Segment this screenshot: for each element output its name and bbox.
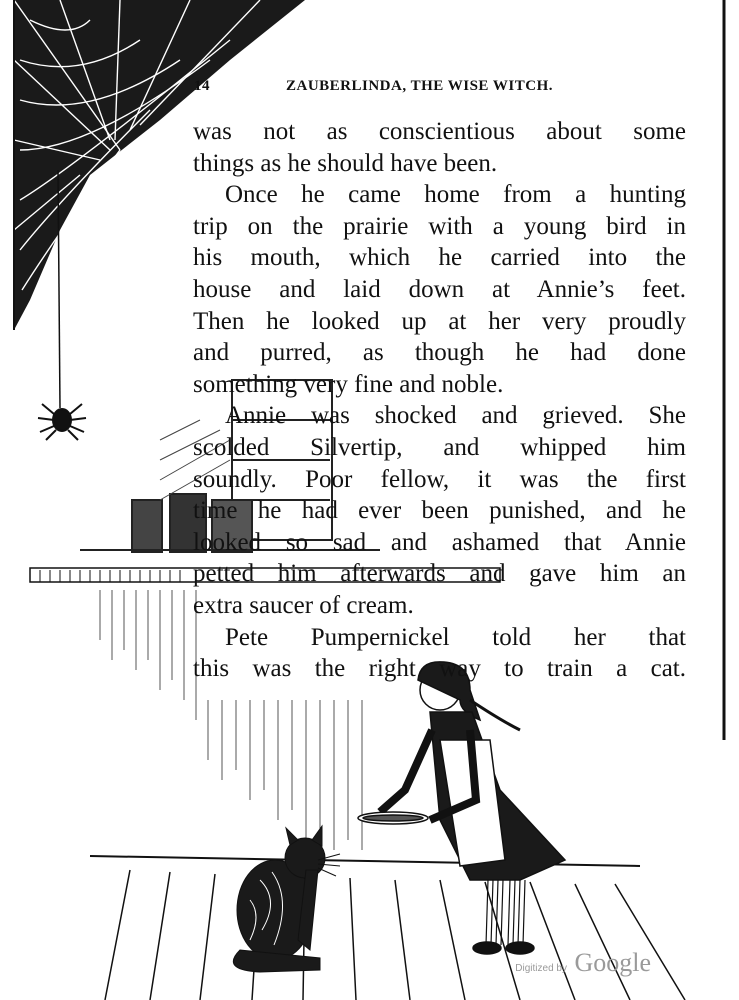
text-line: things as he should have been.	[193, 149, 498, 177]
text-line: time he had ever been punished, and he	[193, 497, 686, 525]
text-line: something very fine and noble.	[193, 370, 504, 398]
text-line: his mouth, which he carried into the	[193, 244, 686, 272]
digitized-watermark	[515, 948, 651, 978]
text-line: Annie was shocked and grieved. She	[225, 402, 686, 430]
girl	[358, 662, 565, 954]
text-line: Once he came home from a hunting	[225, 181, 686, 209]
text-line: looked so sad and ashamed that Annie	[193, 528, 686, 556]
text-line: and purred, as though he had done	[193, 339, 686, 367]
text-line: extra saucer of cream.	[193, 591, 414, 619]
text-line: was not as conscientious about some	[193, 118, 686, 145]
watermark-prefix: Digitized by	[515, 963, 567, 974]
text-line: Then he looked up at her very proudly	[193, 307, 686, 335]
text-line: this was the right way to train a cat.	[193, 655, 686, 683]
text-line: house and laid down at Annie’s feet.	[193, 275, 686, 303]
cat	[233, 826, 340, 972]
shelf-ticks	[40, 570, 180, 582]
text-line: soundly. Poor fellow, it was the first	[193, 465, 686, 493]
text-line: Pete Pumpernickel told her that	[225, 623, 686, 651]
text-line: trip on the prairie with a young bird in	[193, 212, 686, 240]
spider	[38, 404, 86, 440]
google-logo: Google	[574, 948, 651, 977]
text-line: petted him afterwards and gave him an	[193, 560, 686, 588]
floor-planks	[105, 870, 685, 1000]
page-number: 14	[194, 78, 210, 94]
body-text	[193, 116, 686, 685]
running-title: ZAUBERLINDA, THE WISE WITCH.	[286, 78, 553, 94]
text-line: scolded Silvertip, and whipped him	[193, 433, 686, 461]
